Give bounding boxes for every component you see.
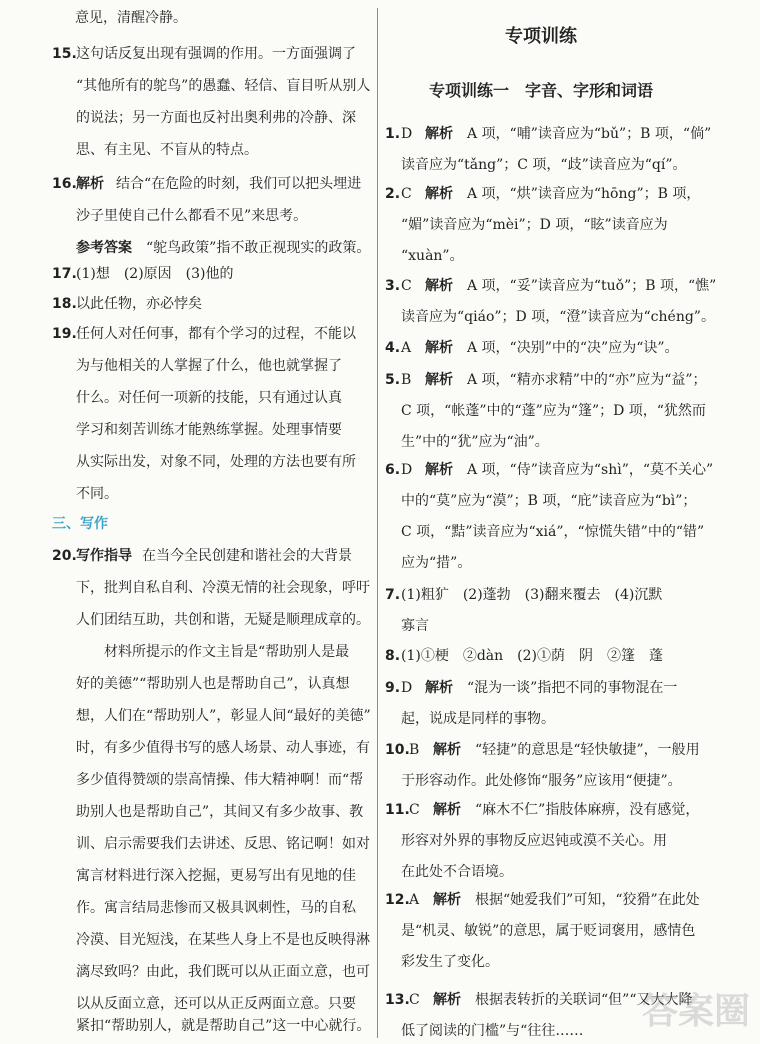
answer-number: 12. [385,892,410,908]
answer-option: C [401,186,412,202]
analysis-label: 解析 [433,802,461,818]
answer-option: D [401,462,413,478]
q20-para-line: 时，有多少值得书写的感人场景、动人事迹，有 [76,740,370,756]
q17-number: 17. [52,266,77,282]
analysis-label: 解析 [433,892,461,908]
answer-line: A 项，“侍”读音应为“shì”，“莫不关心” [467,462,714,478]
answer-line: 根据“她爱我们”可知，“狡猾”在此处 [475,892,700,908]
q20-para-line: 寓言材料进行深入挖掘，更易写出有见地的佳 [76,868,356,884]
column-divider [377,8,378,1038]
answer-number: 13. [385,992,410,1008]
answer-option: D [401,680,413,696]
answer-line: 中的“莫”应为“漠”；B 项，“庇”读音应为“bì”； [401,493,697,509]
q20-para-line: 多少值得赞颂的崇高情操、伟大精神啊！而“帮 [76,772,364,788]
answer-number: 7. [385,587,401,603]
q19-line: 从实际出发，对象不同，处理的方法也要有所 [76,454,356,470]
answer-line: 读音应为“qiáo”；D 项，“澄”读音应为“chéng”。 [401,309,715,325]
q20-line: 下，批判自私自利、冷漠无情的社会现象，呼吁 [76,580,370,596]
answer-line: 彩发生了变化。 [401,954,499,970]
answer-line: A 项，“妥”读音应为“tuǒ”；B 项，“憔” [467,278,717,294]
answer-line: A 项，“精亦求精”中的“亦”应为“益”； [467,372,707,388]
q16-answer: “鸵鸟政策”指不敢正视现实的政策。 [146,240,371,256]
q20-para-line: 漓尽致吗？由此，我们既可以从正面立意，也可 [76,964,370,980]
q19-line: 不同。 [76,486,118,502]
q19-line: 什么。对任何一项新的技能，只有通过认真 [76,390,342,406]
analysis-label: 解析 [425,372,453,388]
answer-number: 2. [385,186,401,202]
q15-line: 思、有主见、不盲从的特点。 [76,142,258,158]
answer-line: 于形容动作。此处修饰“服务”应该用“便捷”。 [401,773,682,789]
answer-line: C 项，“黠”读音应为“xiá”，“惊慌失错”中的“错” [401,524,705,540]
answer-line: “混为一谈”指把不同的事物混在一 [467,680,678,696]
analysis-label: 解析 [425,126,453,142]
answer-option: A [401,340,412,356]
answer-option: B [401,372,412,388]
answer-line: “媚”读音应为“mèi”；D 项，“眩”读音应为 [401,217,668,233]
q20-guide-label: 写作指导 [76,548,132,564]
q20-para-line: 紧扣“帮助别人，就是帮助自己”这一中心就行。 [76,1018,371,1034]
q20-para-line: 冷漠、目光短浅，在某些人身上不是也反映得淋 [76,932,370,948]
q20-para-line: 材料所提示的作文主旨是“帮助别人是最 [104,644,350,660]
q18-answer: 以此任物，亦必悖矣 [76,296,202,312]
answer-number: 5. [385,372,401,388]
answer-number: 3. [385,278,401,294]
q16-line: 结合“在危险的时刻，我们可以把头埋进 [116,176,362,192]
q17-answer: (1)想 (2)原因 (3)他的 [76,266,234,282]
q16-answer-label: 参考答案 [76,240,132,256]
section-subtitle: 专项训练一 字音、字形和词语 [429,81,654,100]
answer-number: 9. [385,680,401,696]
q20-line: 在当今全民创建和谐社会的大背景 [142,548,352,564]
answer-line: C 项，“帐蓬”中的“蓬”应为“篷”；D 项，“犹然而 [401,403,706,419]
answer-line: “xuàn”。 [401,248,464,264]
answer-line: 是“机灵、敏锐”的意思，属于贬词褒用，感情色 [401,923,696,939]
answer-line: (1)①梗 ②dàn (2)①荫 阴 ②篷 蓬 [401,648,663,664]
prev-answer-tail: 意见，清醒冷静。 [75,10,187,26]
answer-line: 在此处不合语境。 [401,864,513,880]
q16-line: 沙子里使自己什么都看不见”来思考。 [76,208,308,224]
answer-line: A 项，“决别”中的“决”应为“诀”。 [467,340,679,356]
analysis-label: 解析 [425,278,453,294]
answer-line: 寡言 [401,618,429,634]
q20-para-line: 好的美德”“帮助别人也是帮助自己”，认真想 [76,676,350,692]
analysis-label: 解析 [433,992,461,1008]
answer-option: B [409,742,420,758]
answer-line: “轻捷”的意思是“轻快敏捷”，一般用 [475,742,700,758]
q16-number: 16. [52,176,77,192]
q20-para-line: 作。寓言结局悲惨而又极具讽刺性，马的自私 [76,900,356,916]
q15-line: 这句话反复出现有强调的作用。一方面强调了 [76,46,356,62]
section-writing-heading: 三、写作 [52,516,108,532]
q20-para-line: 以从反面立意，还可以从正反两面立意。只要 [76,996,356,1012]
q19-line: 为与他相关的人掌握了什么，他也就掌握了 [76,358,342,374]
answer-number: 6. [385,462,401,478]
answer-number: 1. [385,126,401,142]
answer-option: A [409,892,420,908]
answer-number: 11. [385,802,410,818]
analysis-label: 解析 [425,340,453,356]
answer-line: 读音应为“tǎng”；C 项，“歧”读音应为“qí”。 [401,157,687,173]
analysis-label: 解析 [433,742,461,758]
q20-number: 20. [52,548,77,564]
q19-number: 19. [52,326,77,342]
analysis-label: 解析 [425,462,453,478]
q19-line: 任何人对任何事，都有个学习的过程，不能以 [76,326,356,342]
answer-line: 形容对外界的事物反应迟钝或漠不关心。用 [401,833,667,849]
answer-number: 4. [385,340,401,356]
q20-para-line: 训、启示需要我们去讲述、反思、铭记啊！如对 [76,836,370,852]
answer-option: C [401,278,412,294]
q15-line: 的说法；另一方面也反衬出奥利弗的冷静、深 [76,110,356,126]
answer-line: 低了阅读的门槛”与“往往…… [401,1023,584,1039]
q20-para-line: 助别人也是帮助自己”，其间又有多少故事、教 [76,804,364,820]
q20-line: 人们团结互助，共创和谐，无疑是顺理成章的。 [76,612,370,628]
answer-option: D [401,126,413,142]
answer-line: 生”中的“犹”应为“油”。 [401,434,549,450]
answer-line: “麻木不仁”指肢体麻痹，没有感觉， [475,802,700,818]
answer-line: (1)粗犷 (2)蓬勃 (3)翻来覆去 (4)沉默 [401,587,663,603]
answer-number: 8. [385,648,401,664]
answer-line: 根据表转折的关联词“但”“又大大降 [475,992,693,1008]
answer-line: A 项，“烘”读音应为“hōng”；B 项， [467,186,701,202]
answer-option: C [409,802,420,818]
watermark-logo: 答案圈 [641,991,750,1032]
answer-number: 10. [385,742,410,758]
answer-option: C [409,992,420,1008]
section-title: 专项训练 [505,26,577,47]
analysis-label: 解析 [425,186,453,202]
q19-line: 学习和刻苦训练才能熟练掌握。处理事情要 [76,422,342,438]
q18-number: 18. [52,296,77,312]
answer-line: A 项，“哺”读音应为“bǔ”；B 项，“倘” [467,126,712,142]
q15-number: 15. [52,46,77,62]
answer-line: 起，说成是同样的事物。 [401,711,555,727]
answer-line: 应为“措”。 [401,555,472,571]
q15-line: “其他所有的鸵鸟”的愚蠢、轻信、盲目听从别人 [76,78,371,94]
analysis-label: 解析 [425,680,453,696]
q20-para-line: 想，人们在“帮助别人”，彰显人间“最好的美德” [76,708,371,724]
q16-analysis-label: 解析 [76,176,104,192]
